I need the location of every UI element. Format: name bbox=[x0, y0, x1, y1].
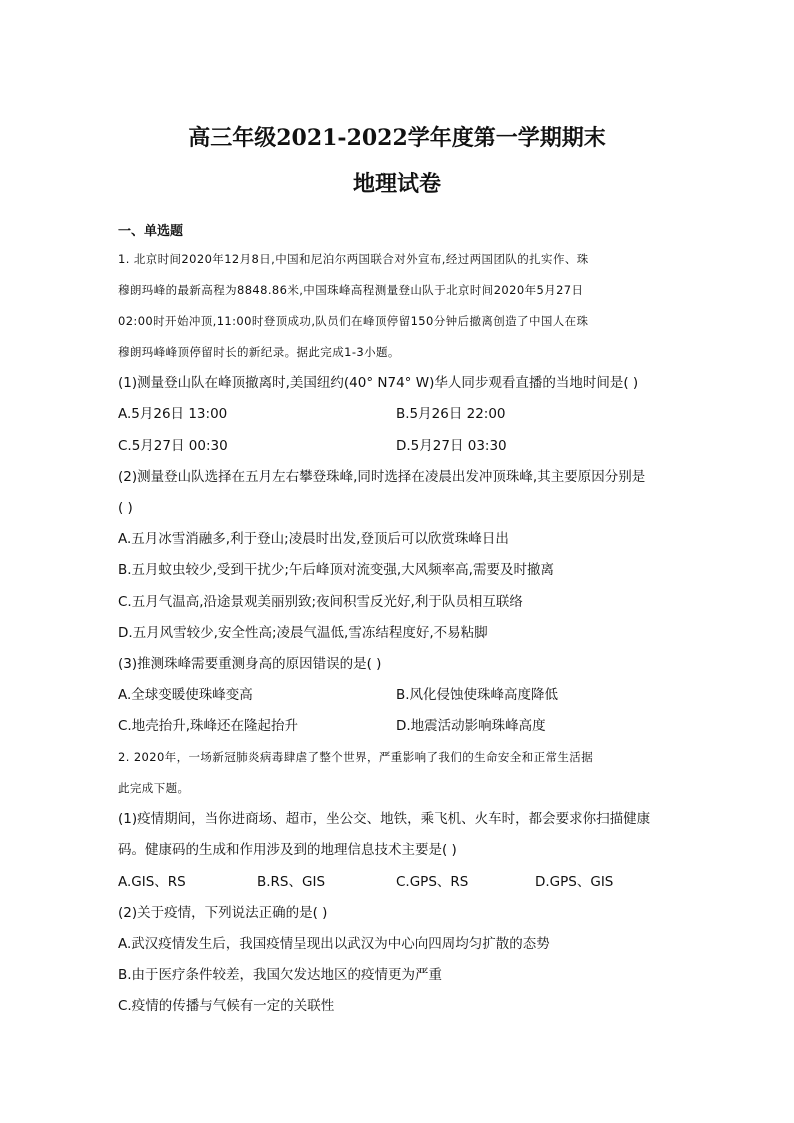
q1-sub3-option-a: A.全球变暖使珠峰变高 bbox=[118, 687, 253, 703]
q2-sub1-question-line-1: (1)疫情期间，当你进商场、超市，坐公交、地铁，乘飞机、火车时，都会要求你扫描健康 bbox=[118, 811, 651, 827]
q2-sub2-question: (2)关于疫情，下列说法正确的是( ) bbox=[118, 905, 328, 921]
q1-sub2-option-a: A.五月冰雪消融多,利于登山;凌晨时出发,登顶后可以欣赏珠峰日出 bbox=[118, 531, 509, 547]
q1-stem-line-2: 穆朗玛峰的最新高程为8848.86米,中国珠峰高程测量登山队于北京时间2020年5月27日 bbox=[118, 283, 584, 297]
q1-stem-line-3: 02:00时开始冲顶,11:00时登顶成功,队员们在峰顶停留150分钟后撤离创造了中国人在珠 bbox=[118, 314, 589, 328]
q1-sub3-option-c: C.地壳抬升,珠峰还在隆起抬升 bbox=[118, 718, 299, 734]
q2-sub1-option-c: C.GPS、RS bbox=[396, 874, 469, 890]
q1-sub1-option-a: A.5月26日 13:00 bbox=[118, 406, 228, 422]
q2-sub1-option-b: B.RS、GIS bbox=[257, 874, 326, 890]
exam-title: 高三年级2021-2022学年度第一学期期末 bbox=[188, 125, 606, 151]
q2-sub1-question-line-2: 码。健康码的生成和作用涉及到的地理信息技术主要是( ) bbox=[118, 842, 457, 858]
q2-sub2-option-b: B.由于医疗条件较差，我国欠发达地区的疫情更为严重 bbox=[118, 967, 443, 983]
exam-subtitle: 地理试卷 bbox=[352, 171, 441, 197]
q2-sub1-option-a: A.GIS、RS bbox=[118, 874, 186, 890]
q1-sub1-option-c: C.5月27日 00:30 bbox=[118, 438, 228, 454]
q2-stem-line-1: 2. 2020年，一场新冠肺炎病毒肆虐了整个世界，严重影响了我们的生命安全和正常生活据 bbox=[118, 750, 594, 764]
q1-sub1-option-d: D.5月27日 03:30 bbox=[396, 438, 507, 454]
q2-sub2-option-c: C.疫情的传播与气候有一定的关联性 bbox=[118, 998, 335, 1014]
q2-sub2-option-a: A.武汉疫情发生后，我国疫情呈现出以武汉为中心向四周均匀扩散的态势 bbox=[118, 936, 550, 952]
q2-sub1-option-d: D.GPS、GIS bbox=[535, 874, 614, 890]
q1-stem-line-1: 1. 北京时间2020年12月8日,中国和尼泊尔两国联合对外宣布,经过两国团队的扎实作、珠 bbox=[118, 252, 589, 266]
q1-sub2-blank: ( ) bbox=[118, 500, 133, 516]
q1-sub1-question: (1)测量登山队在峰顶撤离时,美国纽约(40° N74° W)华人同步观看直播的当地时间是( ) bbox=[118, 375, 639, 391]
q1-sub2-option-d: D.五月风雪较少,安全性高;凌晨气温低,雪冻结程度好,不易粘脚 bbox=[118, 625, 488, 641]
q1-stem-line-4: 穆朗玛峰峰顶停留时长的新纪录。据此完成1-3小题。 bbox=[118, 345, 400, 359]
q1-sub2-option-b: B.五月蚊虫较少,受到干扰少;午后峰顶对流变强,大风频率高,需要及时撤离 bbox=[118, 562, 554, 578]
q1-sub2-question: (2)测量登山队选择在五月左右攀登珠峰,同时选择在凌晨出发冲顶珠峰,其主要原因分别是 bbox=[118, 469, 646, 485]
q2-stem-line-2: 此完成下题。 bbox=[118, 781, 190, 795]
section-heading: 一、单选题 bbox=[118, 224, 184, 239]
q1-sub3-option-d: D.地震活动影响珠峰高度 bbox=[396, 718, 546, 734]
q1-sub3-option-b: B.风化侵蚀使珠峰高度降低 bbox=[396, 687, 559, 703]
q1-sub3-question: (3)推测珠峰需要重测身高的原因错误的是( ) bbox=[118, 656, 382, 672]
q1-sub2-option-c: C.五月气温高,沿途景观美丽别致;夜间积雪反光好,利于队员相互联络 bbox=[118, 594, 523, 610]
q1-sub1-option-b: B.5月26日 22:00 bbox=[396, 406, 506, 422]
